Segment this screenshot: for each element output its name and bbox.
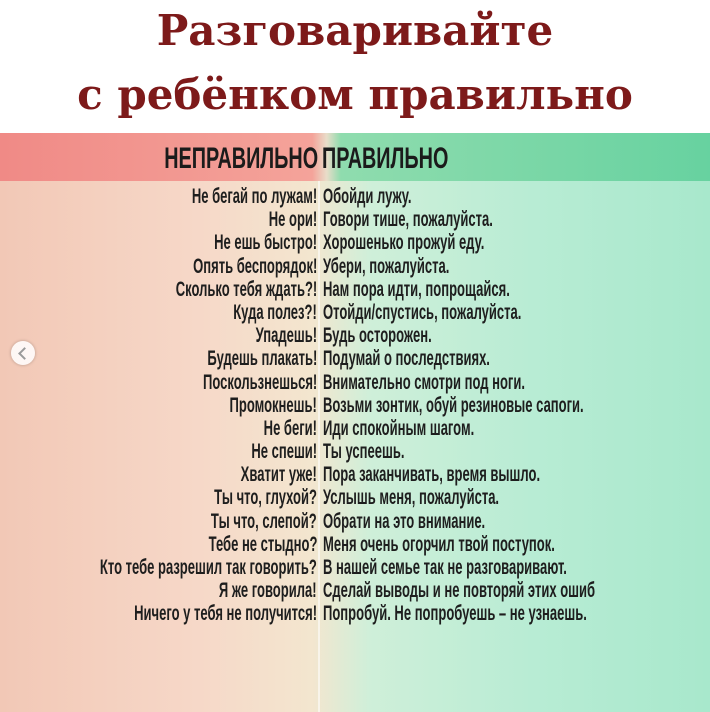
title-block: [0, 0, 710, 133]
wrong-phrase: Ничего у тебя не получится!: [134, 602, 317, 626]
phrase-row: [0, 510, 710, 533]
wrong-phrase: Промокнешь!: [229, 393, 317, 417]
phrase-row: [0, 185, 710, 208]
right-phrase: Говори тише, пожалуйста.: [323, 208, 493, 232]
phrase-row: [0, 602, 710, 625]
column-header-wrong: НЕПРАВИЛЬНО: [164, 142, 318, 175]
right-phrase: Внимательно смотри под ноги.: [323, 370, 525, 394]
wrong-phrase: Не спеши!: [251, 440, 317, 464]
wrong-phrase: Кто тебе разрешил так говорить?: [100, 556, 317, 579]
wrong-phrase: Не ори!: [268, 208, 317, 232]
phrase-row: [0, 371, 710, 394]
phrase-row: [0, 579, 710, 602]
phrase-row: [0, 486, 710, 509]
phrase-table: [0, 185, 710, 626]
previous-slide-button[interactable]: [11, 341, 35, 365]
poster: [0, 133, 710, 712]
phrase-row: [0, 255, 710, 278]
wrong-phrase: Я же говорила!: [219, 579, 317, 603]
wrong-phrase: Тебе не стыдно?: [208, 532, 317, 556]
phrase-row: [0, 208, 710, 231]
title-line-1: Разговаривайте: [156, 6, 554, 55]
title-line-2: с ребёнком правильно: [77, 70, 633, 119]
right-phrase: Обрати на это внимание.: [323, 509, 486, 533]
right-phrase: Пора заканчивать, время вышло.: [323, 463, 541, 487]
right-phrase: Убери, пожалуйста.: [323, 254, 450, 278]
wrong-phrase: Будешь плакать!: [207, 347, 317, 371]
phrase-row: [0, 394, 710, 417]
wrong-phrase: Ты что, слепой?: [211, 509, 317, 533]
phrase-row: [0, 463, 710, 486]
wrong-phrase: Ты что, глухой?: [214, 486, 317, 510]
wrong-phrase: Хватит уже!: [240, 463, 317, 487]
chevron-left-icon: [18, 347, 31, 360]
right-phrase: Будь осторожен.: [323, 324, 432, 348]
phrase-row: [0, 533, 710, 556]
right-phrase: Возьми зонтик, обуй резиновые сапоги.: [323, 393, 584, 417]
right-phrase: Ты успеешь.: [323, 440, 405, 464]
phrase-row: [0, 556, 710, 579]
wrong-phrase: Сколько тебя ждать?!: [175, 277, 317, 301]
wrong-phrase: Упадешь!: [255, 324, 317, 348]
phrase-row: [0, 231, 710, 254]
right-phrase: Меня очень огорчил твой поступок.: [323, 532, 555, 556]
right-phrase: В нашей семье так не разговаривают.: [323, 556, 567, 579]
wrong-phrase: Опять беспорядок!: [192, 254, 317, 278]
right-phrase: Сделай выводы и не повторяй этих ошиб: [323, 579, 596, 603]
wrong-phrase: Поскользнешься!: [202, 370, 317, 394]
phrase-row: [0, 347, 710, 370]
phrase-row: [0, 278, 710, 301]
wrong-phrase: Куда полез?!: [233, 300, 317, 324]
wrong-phrase: Не беги!: [263, 416, 317, 440]
wrong-phrase: Не бегай по лужам!: [191, 185, 317, 208]
column-header-right: ПРАВИЛЬНО: [322, 142, 449, 175]
phrase-row: [0, 440, 710, 463]
right-phrase: Попробуй. Не попробуешь – не узнаешь.: [323, 602, 587, 626]
right-phrase: Подумай о последствиях.: [323, 347, 490, 371]
right-phrase: Обойди лужу.: [323, 185, 412, 208]
phrase-row: [0, 417, 710, 440]
wrong-phrase: Не ешь быстро!: [214, 231, 317, 255]
column-header-bar: [0, 133, 710, 181]
right-phrase: Услышь меня, пожалуйста.: [323, 486, 500, 510]
phrase-row: [0, 324, 710, 347]
phrase-row: [0, 301, 710, 324]
right-phrase: Отойди/спустись, пожалуйста.: [323, 300, 522, 324]
right-phrase: Хорошенько прожуй еду.: [323, 231, 485, 255]
right-phrase: Нам пора идти, попрощайся.: [323, 277, 510, 301]
right-phrase: Иди спокойным шагом.: [323, 416, 475, 440]
